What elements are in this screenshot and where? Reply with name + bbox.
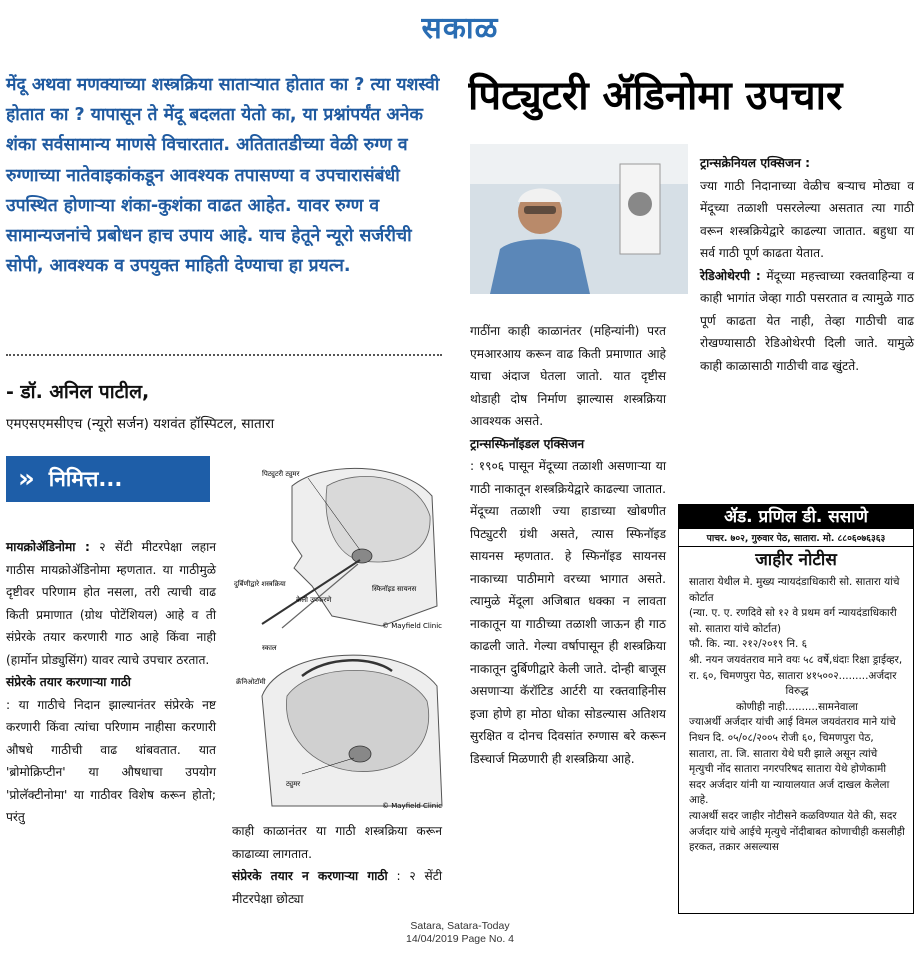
tumor-shape [349,746,371,762]
figure-credit: © Mayfield Clinic [382,622,443,630]
subheading-non-hormone: संप्रेरके तयार न करणाऱ्या गाठी [232,869,388,883]
article-column-1 [6,536,216,829]
figure-credit: © Mayfield Clinic [382,802,443,810]
article-column-2 [232,820,442,910]
chevron-icon: » [18,464,35,494]
paragraph: : १९०६ पासून मेंदूच्या तळाशी असणाऱ्या या गाठी नाकातून शस्त्रक्रियेद्वारे काढल्या जातात. मेंदूच्या तळाशी ज्या हाडाच्या खोबणीत पिट्युटरी ग्रंथी असते, त्यास स्फिनॉइड सायनस म्हणतात. हे स्फिनॉइड सायनस नाकाच्या पाठीमागे वरच्या भागात असते. त्यामुळे मेंदूला अजिबात धक्का न लावता नाकातून या गाठीच्या तळाशी जाऊन ही गाठ काढली जाते. गेल्या वर्षापासून ही शस्त्रक्रिया नाकातून दुर्बिणीद्वारे केली जाते. दोन्ही बाजूस असणाऱ्या कॅरॉटिड आर्टरी या रक्तवाहिनीस इजा होणे हा मोठा धोका सोडल्यास अतिशय सुरक्षित व दोनच दिवसांत रुग्णास बरे करून डिस्चार्ज मिळणारी ही शस्त्रक्रिया आहे. [470,459,666,766]
subheading-transsphenoidal: ट्रान्सस्फिनॉइडल एक्सिजन [470,436,585,451]
label-scalp: स्काल [262,644,277,652]
notice-address: पाचर. ७०२, गुरुवार पेठ, सातारा. मो. ८८०६०७६३६३ [679,529,913,547]
footer-date-page: 14/04/2019 Page No. 4 [405,933,514,945]
notice-body [679,573,913,856]
notice-advocate: ॲड. प्रणिल डी. ससाणे [679,505,913,529]
paragraph: ज्या गाठी निदानाच्या वेळीच बऱ्याच मोठ्या व मेंदूच्या तळाशी पसरलेल्या असतात त्या गाठी वरून शस्त्रक्रियेद्वारे काढल्या जातात. बहुधा या सर्व गाठी पूर्ण काढता येतात. [700,178,914,260]
notice-court: सातारा येथील मे. मुख्य न्यायदंडाधिकारी सो. सातारा यांचे कोर्टात [689,576,900,604]
notice-title: जाहीर नोटीस [755,550,837,570]
notice-applicant: श्री. नयन जयवंतराव माने वयः ५८ वर्षे,धंदाः रिक्षा ड्राईव्हर, रा. ६०, चिमणपुरा पेठ, सातारा ४१५००२.........अर्जदार [689,653,903,682]
surgeon-photo [470,144,688,294]
author-name: - डॉ. अनिल पाटील, [6,381,150,403]
banner-text: निमित्त... [48,467,123,491]
article-column-4 [700,152,914,377]
notice-court-2: (न्या. ए. ए. रणदिवे सो १२ वे प्रथम वर्ग न्यायदंडाधिकारी सो. सातारा यांचे कोर्टात) [689,607,897,635]
paragraph: मेंदूच्या महत्त्वाच्या रक्तवाहिन्या व काही भागांत जेव्हा गाठी पसरतात व त्यामुळे गाठ पूर्ण काढता येत नाही, तेव्हा गाठीची वाढ रोखण्यासाठी रेडिओथेरपी दिली जाते. यामुळे काही काळासाठी गाठीची वाढ खुंटते. [700,268,914,373]
dotted-divider [6,354,442,356]
label-endoscopic-surgery: दुर्बिणीद्वारे शस्त्रक्रिया [234,580,286,588]
notice-paragraph-1: ज्याअर्थी अर्जदार यांची आई विमल जयवंतराव माने यांचे निधन दि. ०५/०८/२००५ रोजी ६०, चिमणपुरा पेठ, सातारा, ता. जि. सातारा येथे घरी झाले असून त्यांचे मृत्युची नोंद सातारा नगरपरिषद सातारा येथे होणेकामी सदर अर्जदार यांनी या न्यायालयात अर्ज दाखल केलेला आहे. [689,716,896,807]
headline: पिट्युटरी ॲडिनोमा उपचार [468,73,843,119]
masthead-logo: सकाळ [421,11,499,46]
tumor-shape [352,549,372,563]
subheading-hormone-producing: संप्रेरके तयार करणाऱ्या गाठी [6,675,131,689]
article-column-3 [470,320,666,770]
label-sphenoid-sinus: स्फिनॉइड सायनस [372,585,417,593]
surgeon-body [490,239,590,294]
intro-paragraph: मेंदू अथवा मणक्याच्या शस्त्रक्रिया सातार्‍यात होतात का ? त्या यशस्वी होतात का ? यापासून ते मेंदू बदलता येतो का, या प्रश्नांपर्यंत अनेक शंका सर्वसामान्य माणसे विचारतात. अतितातडीच्या वेळी रुग्ण व रुग्णाच्या नातेवाइकांकडून आवश्यक तपासण्या व उपचारासंबंधी उपस्थित होणार्‍या शंका-कुशंका वाढत आहेत. यावर रुग्ण व सामान्यजनांचे प्रबोधन हाच उपाय आहे. याच हेतूने न्यूरो सर्जरीची सोपी, आवश्यक व उपयुक्त माहिती देण्याचा हा प्रयत्न. [6,75,440,277]
footer-edition: Satara, Satara-Today [410,920,510,932]
subheading-microadenoma: मायक्रोॲडिनोमा : [6,540,90,554]
label-pituitary-tumor: पिट्युटरी ट्युमर [262,470,300,478]
notice-versus: विरुद्ध [785,685,809,698]
paragraph: : या गाठीचे निदान झाल्यानंतर संप्रेरके नष्ट करणारी किंवा त्यांचा परिणाम नाहीसा करणारी औषधे गाठीची वाढ थांबवतात. यात 'ब्रोमोक्रिप्टीन' या औषधाचा उपयोग 'प्रोलॅक्टीनोमा' या गाठीवर विशेष करून होतो; परंतु [6,697,216,824]
author-title: एमएसएमसीएच (न्यूरो सर्जन) यशवंत हॉस्पिटल, सातारा [6,416,275,432]
craniotomy-diagram [232,636,444,812]
public-notice-box [678,504,914,914]
subheading-radiotherapy: रेडिओथेरपी : [700,268,761,283]
label-craniotomy: क्रॅनिओटॉमी [236,678,266,686]
paragraph: गाठींना काही काळानंतर (महिन्यांनी) परत एमआरआय करून वाढ किती प्रमाणात आहे याचा अंदाज घेतला जातो. यात दृष्टीस थोडाही दोष निर्माण झाल्यास शस्त्रक्रिया आवश्यक असते. [470,324,666,428]
subheading-transcranial: ट्रान्सक्रेनियल एक्सिजन : [700,156,810,170]
notice-respondent: कोणीही नाही..........सामनेवाला [736,700,858,713]
section-banner [6,456,210,502]
page-footer [360,920,560,946]
notice-paragraph-2: त्याअर्थी सदर जाहीर नोटीसने कळविण्यात येते की, सदर अर्जदार यांचे आईचे मृत्युचे नोंदीबाबत कोणाचीही कसलीही हरकत, तक्रार असल्यास [689,809,905,854]
transsphenoidal-diagram [232,456,444,632]
paragraph: काही काळानंतर या गाठी शस्त्रक्रिया करून काढाव्या लागतात. [232,824,442,861]
label-instruments: केली उपकरणे [296,596,332,604]
paragraph: : २ सेंटी मीटरपेक्षा छोट्या [232,869,442,906]
notice-case-number: फौ. कि. न्या. २१२/२०१९ नि. ६ [689,638,808,651]
label-tumor: ट्युमर [286,780,301,788]
paragraph: २ सेंटी मीटरपेक्षा लहान गाठीस मायक्रोॲडिनोमा म्हणतात. या गाठीमुळे दृष्टीवर परिणाम होत नसला, तरी त्याची वाढ किती प्रमाणात (ग्रोथ पोटेंशियल) आहे व ती संप्रेरके तयार करणारी गाठ आहे किंवा नाही (हार्मोन प्रोड्युसिंग) यावर त्याचे उपचार ठरतात. [6,540,216,667]
